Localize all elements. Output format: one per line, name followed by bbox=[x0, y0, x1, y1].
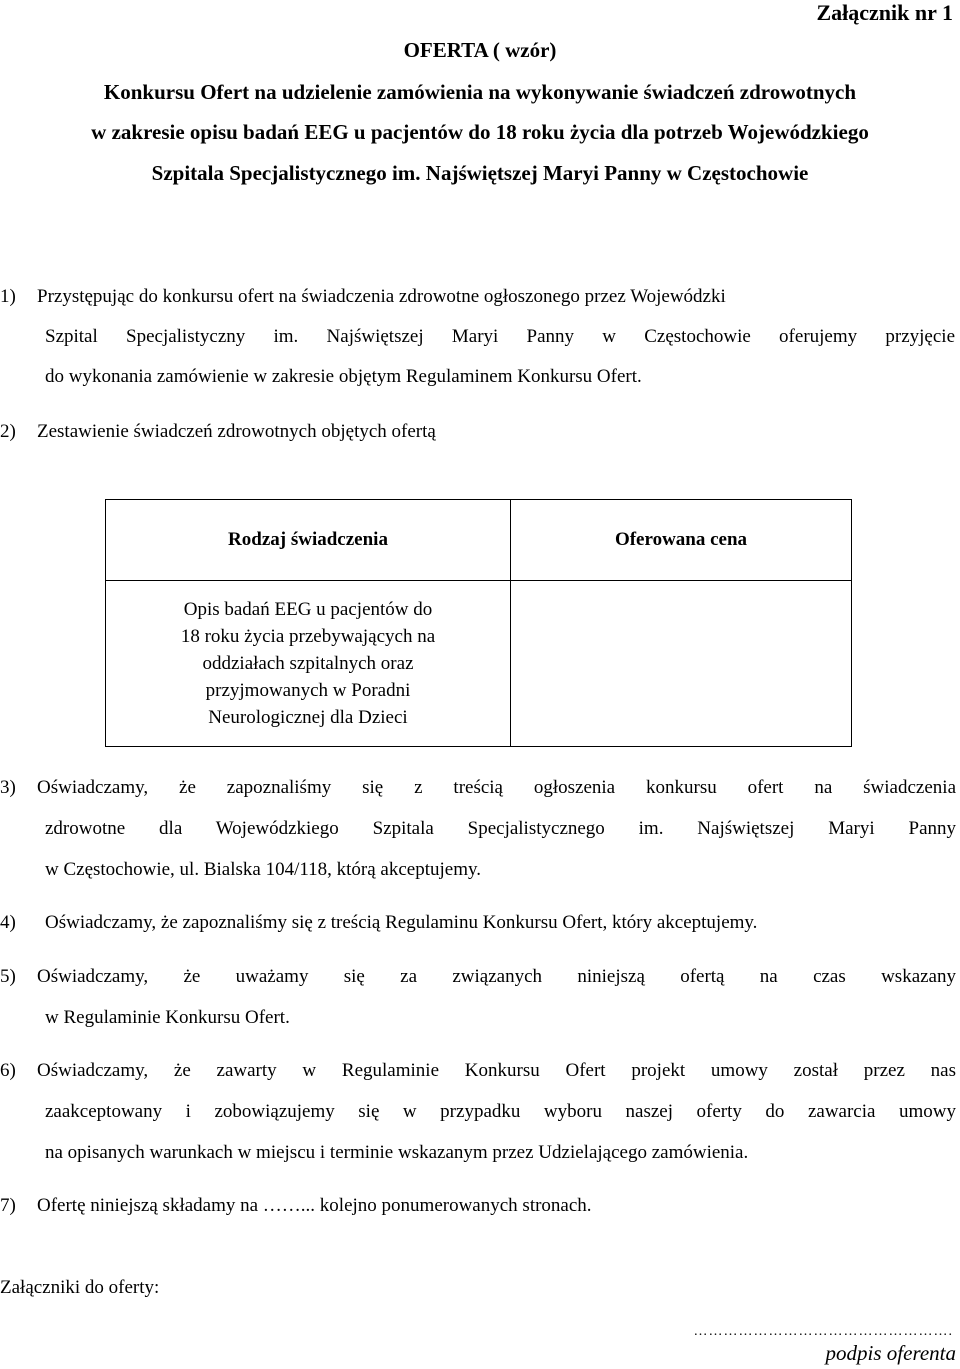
offer-table bbox=[105, 499, 852, 747]
item-1-number: 1) bbox=[0, 286, 16, 307]
item-3-line-2: zdrowotne dla Wojewódzkiego Szpitala Specjalistycznego im. Najświętszej Maryi Panny bbox=[45, 818, 956, 839]
subtitle-line-2: w zakresie opisu badań EEG u pacjentów do 18 roku życia dla potrzeb Wojewódzkiego bbox=[91, 120, 869, 144]
signature-label: podpis oferenta bbox=[825, 1341, 956, 1365]
item-1-line-2: Szpital Specjalistyczny im. Najświętszej Maryi Panny w Częstochowie oferujemy przyjęcie bbox=[45, 326, 955, 347]
item-2-line-1: Zestawienie świadczeń zdrowotnych objętych ofertą bbox=[37, 421, 436, 442]
table-row bbox=[106, 581, 852, 747]
signature-line: ……………………………………………. bbox=[693, 1324, 953, 1339]
item-1-line-1: Przystępując do konkursu ofert na świadczenia zdrowotne ogłoszonego przez Wojewódzki bbox=[37, 286, 726, 307]
item-6-line-2: zaakceptowany i zobowiązujemy się w przypadku wyboru naszej oferty do zawarcia umowy bbox=[45, 1101, 956, 1122]
subtitle-line-3: Szpitala Specjalistycznego im. Najświętszej Maryi Panny w Częstochowie bbox=[151, 161, 809, 185]
table-header-row bbox=[106, 500, 852, 581]
item-4-number: 4) bbox=[0, 912, 16, 933]
item-6-number: 6) bbox=[0, 1060, 16, 1081]
annex-label: Załącznik nr 1 bbox=[816, 0, 953, 25]
column-header-service-type: Rodzaj świadczenia bbox=[106, 500, 511, 581]
attachments-label: Załączniki do oferty: bbox=[0, 1277, 160, 1298]
service-line-3: oddziałach szpitalnych oraz bbox=[202, 653, 414, 674]
service-line-4: przyjmowanych w Poradni bbox=[205, 680, 411, 701]
item-5-line-2: w Regulaminie Konkursu Ofert. bbox=[45, 1007, 290, 1028]
document-title: OFERTA ( wzór) bbox=[403, 38, 557, 62]
service-line-5: Neurologicznej dla Dzieci bbox=[208, 707, 408, 728]
item-4-line-1: Oświadczamy, że zapoznaliśmy się z treścią Regulaminu Konkursu Ofert, który akceptujemy. bbox=[45, 912, 758, 933]
column-header-offered-price: Oferowana cena bbox=[511, 500, 852, 581]
item-5-number: 5) bbox=[0, 966, 16, 987]
item-1-line-3: do wykonania zamówienie w zakresie objętym Regulaminem Konkursu Ofert. bbox=[45, 366, 642, 387]
item-3-line-1: Oświadczamy, że zapoznaliśmy się z treścią ogłoszenia konkursu ofert na świadczenia bbox=[37, 777, 956, 798]
item-2-number: 2) bbox=[0, 421, 16, 442]
item-3-number: 3) bbox=[0, 777, 16, 798]
item-5-line-1: Oświadczamy, że uważamy się za związanych niniejszą ofertą na czas wskazany bbox=[37, 966, 956, 987]
service-line-1: Opis badań EEG u pacjentów do bbox=[183, 599, 433, 620]
service-description-cell bbox=[106, 581, 511, 747]
item-6-line-3: na opisanych warunkach w miejscu i terminie wskazanym przez Udzielającego zamówienia. bbox=[45, 1142, 749, 1163]
service-line-2: 18 roku życia przebywających na bbox=[180, 626, 436, 647]
item-3-line-3: w Częstochowie, ul. Bialska 104/118, którą akceptujemy. bbox=[45, 859, 482, 880]
item-7-number: 7) bbox=[0, 1195, 16, 1216]
subtitle-line-1: Konkursu Ofert na udzielenie zamówienia na wykonywanie świadczeń zdrowotnych bbox=[103, 80, 857, 104]
item-6-line-1: Oświadczamy, że zawarty w Regulaminie Konkursu Ofert projekt umowy został przez nas bbox=[37, 1060, 956, 1081]
item-7-line-1: Ofertę niniejszą składamy na ……... kolejno ponumerowanych stronach. bbox=[37, 1195, 592, 1216]
offered-price-cell[interactable] bbox=[511, 581, 852, 747]
